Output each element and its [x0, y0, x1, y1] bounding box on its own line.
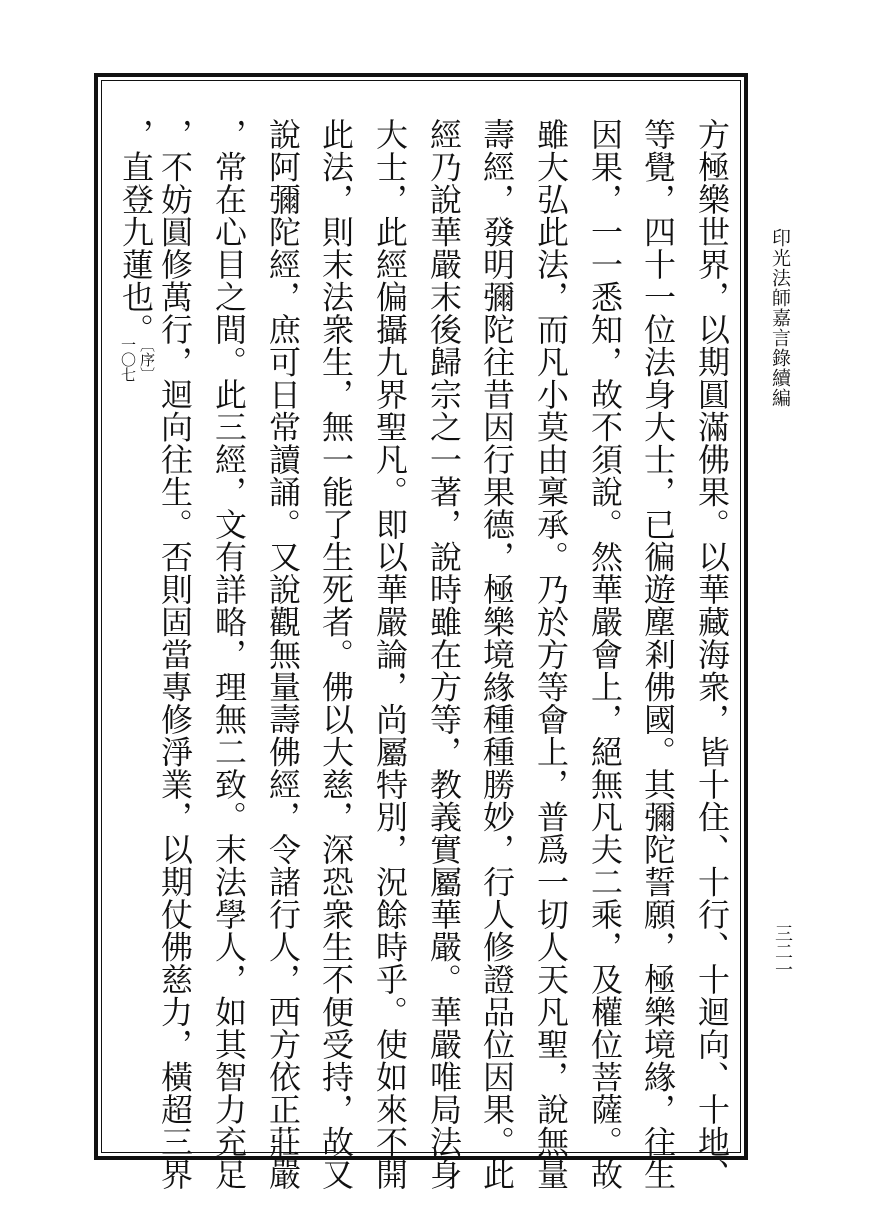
page-number: 三二一	[772, 924, 793, 978]
text-column-1: 方極樂世界，以期圓滿佛果。以華藏海衆，皆十住、十行、十迴向、十地、	[693, 118, 731, 1191]
text-column-3: 因果，一一悉知，故不須說。然華嚴會上，絕無凡夫二乘，及權位菩薩。故	[586, 118, 624, 1191]
text-column-10: ，常在心目之間。此三經，文有詳略，理無二致。末法學人，如其智力充足	[210, 118, 248, 1191]
book-title: 印光法師嘉言錄續編	[769, 228, 791, 408]
text-column-8: 此法，則末法衆生，無一能了生死者。佛以大慈，深恐衆生不便受持，故又	[317, 118, 355, 1191]
entry-number: 一〇七	[119, 337, 137, 382]
text-column-6: 經乃說華嚴末後歸宗之一著，說時雖在方等，教義實屬華嚴。華嚴唯局法身	[425, 118, 463, 1191]
text-column-11: ，不妨圓修萬行，迴向往生。否則固當專修淨業，以期仗佛慈力，橫超三界	[156, 118, 194, 1191]
text-column-9: 說阿彌陀經，庶可日常讀誦。又說觀無量壽佛經，令諸行人，西方依正莊嚴	[264, 118, 302, 1191]
text-column-7: 大士，此經偏攝九界聖凡。即以華嚴論，尚屬特別，況餘時乎。使如來不開	[371, 118, 409, 1191]
text-column-4: 雖大弘此法，而凡小莫由稟承。乃於方等會上，普爲一切人天凡聖，說無量	[532, 118, 570, 1191]
text-column-2: 等覺，四十一位法身大士，已徧遊塵剎佛國。其彌陀誓願，極樂境緣，往生	[639, 118, 677, 1191]
text-column-5: 壽經，發明彌陀往昔因行果德，極樂境緣種種勝妙，行人修證品位因果。此	[478, 118, 516, 1191]
text-column-12: ，直登九蓮也。	[117, 118, 155, 346]
section-note: 〔序〕	[138, 337, 156, 382]
